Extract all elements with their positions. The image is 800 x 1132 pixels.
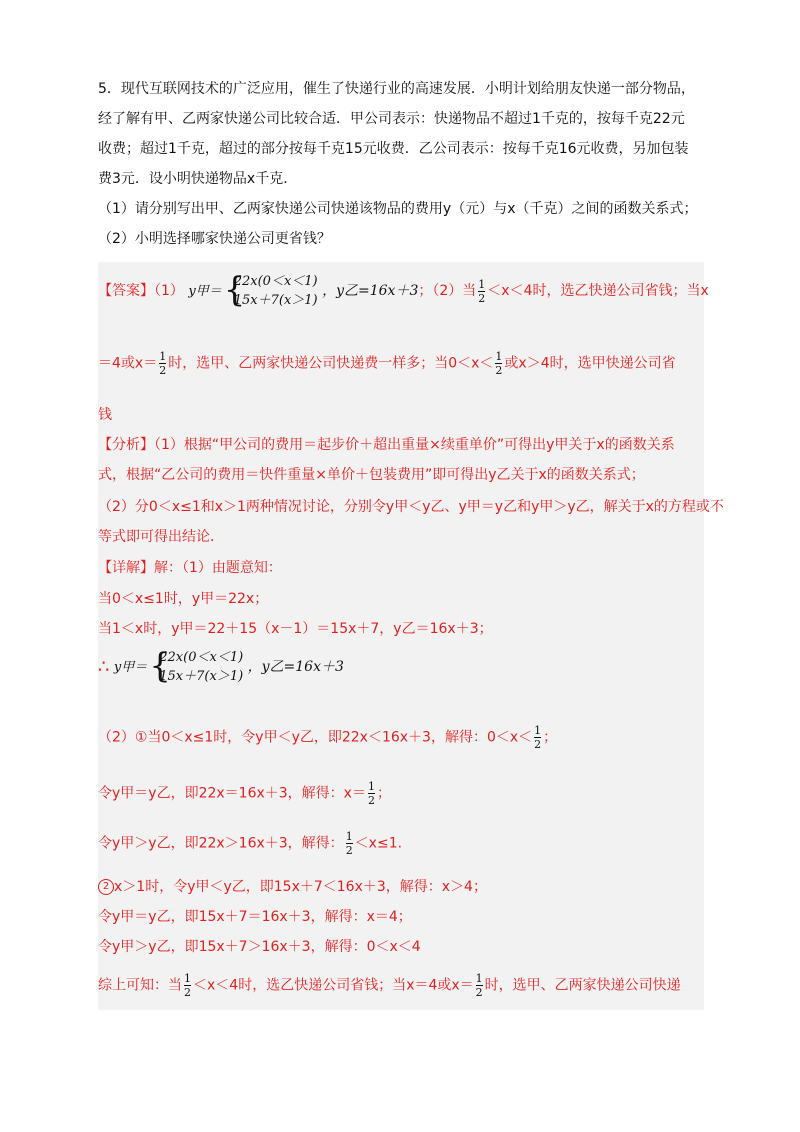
piecewise-system: { 22x(0＜x＜1) 15x＋7(x＞1) xyxy=(149,646,244,686)
question-subpart-1: （1）请分别写出甲、乙两家快递公司快递该物品的费用y（元）与x（千克）之间的函数关系式； xyxy=(98,201,698,217)
fraction: $\frac{1}{2}$ xyxy=(184,972,191,999)
detail-line: 【详解】解：（1）由题意知： xyxy=(98,560,282,576)
analysis-tag: 【分析】 xyxy=(98,437,154,453)
fraction: $\frac{1}{2}$ xyxy=(495,350,503,377)
analysis-line: 等式即可得出结论． xyxy=(98,529,224,545)
detail-line: 2 x＞1时，令y甲＜y乙，即15x＋7＜16x＋3，解得：x＞4； xyxy=(98,876,487,896)
fraction: $\frac{1}{2}$ xyxy=(534,724,542,751)
y-jia-label: y甲＝ xyxy=(113,660,148,675)
fraction: $\frac{1}{2}$ xyxy=(367,780,375,807)
detail-line xyxy=(98,648,344,686)
answer-line: ＝4或x＝ $\frac{1}{2}$ 时，选甲、乙两家快递公司快递费一样多；当0＜x＜ $\frac{1}{2}$ 或x＞4时，选甲快递公司省 xyxy=(98,350,676,377)
detail-tag: 【详解】 xyxy=(98,560,154,576)
question-subpart-2: （2）小明选择哪家快递公司更省钱？ xyxy=(98,231,331,247)
detail-line: 综上可知：当 $\frac{1}{2}$ ＜x＜4时，选乙快递公司省钱；当x＝4或x＝ $\frac{1}{2}$ 时，选甲、乙两家快递公司快递 xyxy=(98,972,681,999)
question-line: 经了解有甲、乙两家快递公司比较合适．甲公司表示：快递物品不超过1千克的，按每千克22元 xyxy=(98,111,685,127)
fraction: $\frac{1}{2}$ xyxy=(159,350,167,377)
question-line: 收费；超过1千克，超过的部分按每千克15元收费．乙公司表示：按每千克16元收费，另加包装 xyxy=(98,141,689,157)
fraction: $\frac{1}{2}$ xyxy=(475,972,483,999)
answer-line: 【答案】（1） y甲＝ { 22x(0＜x＜1) 15x＋7(x＞1) ，y乙=16x＋3；（2）当 $\frac{1}{2}$ ＜x＜4时，选乙快递公司省钱；当x xyxy=(98,270,709,310)
y-yi-formula: ，y乙=16x＋3 xyxy=(247,659,344,675)
question-block xyxy=(98,74,704,254)
circled-number: 2 xyxy=(98,879,114,895)
fraction: $\frac{1}{2}$ xyxy=(345,830,353,857)
fraction: $\frac{1}{2}$ xyxy=(478,277,486,305)
detail-line: 令y甲＞y乙，即15x＋7＞16x＋3，解得：0＜x＜4 xyxy=(98,939,421,955)
y-jia-label: y甲＝ xyxy=(188,284,222,299)
analysis-line: （2）分0＜x≤1和x＞1两种情况讨论，分别令y甲＜y乙、y甲＝y乙和y甲＞y乙，解关于x的方程或不 xyxy=(98,499,724,515)
analysis-line: 【分析】（1）根据“甲公司的费用＝起步价＋超出重量×续重单价”可得出y甲关于x的函数关系 xyxy=(98,437,675,453)
detail-line: 当0＜x≤1时，y甲＝22x； xyxy=(98,591,269,607)
y-yi-formula: ，y乙=16x＋3 xyxy=(322,283,419,299)
piecewise-system: { 22x(0＜x＜1) 15x＋7(x＞1) xyxy=(223,270,318,310)
question-line: 5．现代互联网技术的广泛应用，催生了快递行业的高速发展．小明计划给朋友快递一部分物品， xyxy=(98,81,695,97)
detail-line: 令y甲＝y乙，即22x＝16x＋3，解得：x＝ $\frac{1}{2}$ ； xyxy=(98,780,391,807)
question-line: 费3元．设小明快递物品x千克． xyxy=(98,171,298,187)
answer-tag: 【答案】 xyxy=(98,283,154,299)
detail-line: 当1＜x时，y甲＝22＋15（x－1）＝15x＋7，y乙＝16x＋3； xyxy=(98,621,493,637)
detail-line: 令y甲＝y乙，即15x＋7＝16x＋3，解得：x＝4； xyxy=(98,909,412,925)
solution-panel xyxy=(98,262,724,1010)
therefore-symbol: ∴ xyxy=(98,656,110,678)
detail-line: （2）①当0＜x≤1时，令y甲＜y乙，即22x＜16x＋3，解得：0＜x＜ $\frac{1}{2}$ ； xyxy=(98,724,558,751)
analysis-line: 式，根据“乙公司的费用＝快件重量×单价＋包装费用”即可得出y乙关于x的函数关系式； xyxy=(98,467,645,483)
detail-line: 令y甲＞y乙，即22x＞16x＋3，解得： $\frac{1}{2}$ ＜x≤1. xyxy=(98,830,403,857)
answer-line: 钱 xyxy=(98,407,112,423)
